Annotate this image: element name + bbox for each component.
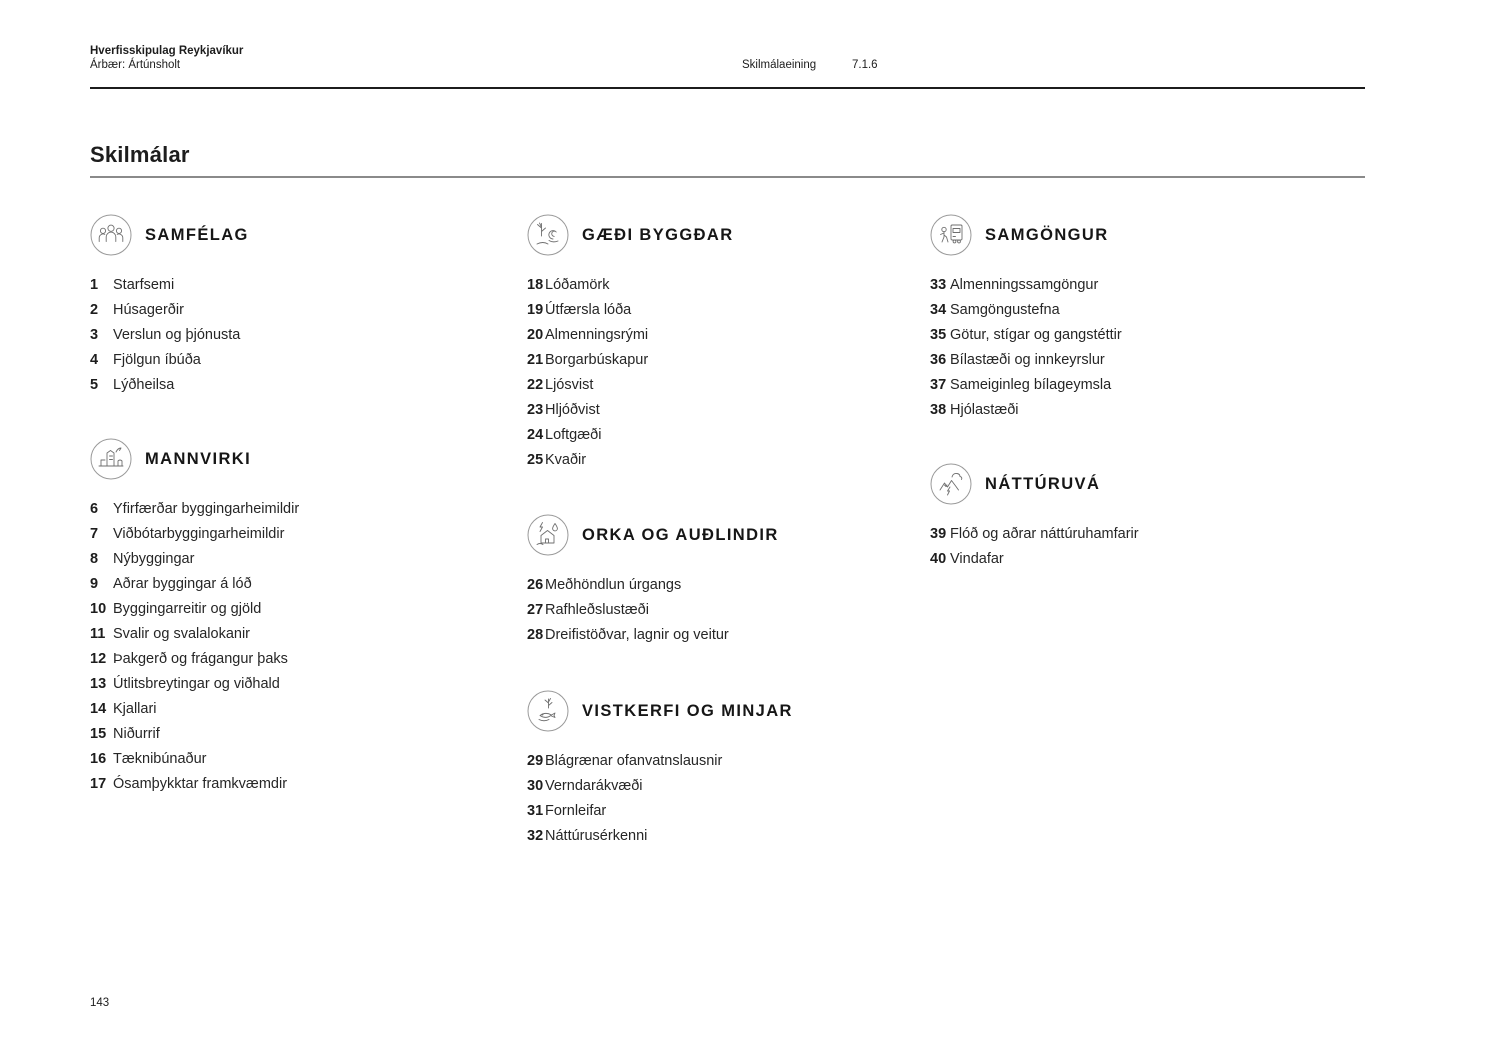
list-item — [90, 647, 510, 672]
section-header — [527, 690, 947, 732]
item-number: 13 — [90, 676, 107, 692]
list-item — [90, 772, 510, 797]
item-number: 4 — [90, 352, 99, 368]
item-label: Flóð og aðrar náttúruhamfarir — [950, 526, 1139, 542]
item-number: 5 — [90, 377, 99, 393]
item-label: Niðurrif — [113, 726, 160, 742]
item-label: Meðhöndlun úrgangs — [545, 577, 682, 593]
item-label: Húsagerðir — [113, 302, 184, 318]
list-item — [527, 598, 947, 623]
section-list — [527, 749, 947, 849]
item-label: Samgöngustefna — [950, 302, 1060, 318]
item-number: 37 — [930, 377, 947, 393]
item-number: 1 — [90, 277, 99, 293]
item-number: 16 — [90, 751, 107, 767]
item-label: Yfirfærðar byggingarheimildir — [113, 501, 300, 517]
section-header — [527, 514, 947, 556]
list-item — [90, 622, 510, 647]
item-number: 35 — [930, 327, 947, 343]
section-header — [930, 214, 1350, 256]
item-number: 26 — [527, 577, 544, 593]
item-number: 9 — [90, 576, 99, 592]
item-label: Ljósvist — [545, 377, 594, 393]
section-title: GÆÐI BYGGÐAR — [582, 225, 734, 244]
item-label: Verndarákvæði — [545, 778, 643, 794]
section-samfelag — [90, 214, 510, 398]
item-label: Byggingarreitir og gjöld — [113, 601, 262, 617]
item-label: Rafhleðslustæði — [545, 602, 649, 618]
construction-icon — [90, 438, 132, 480]
item-number: 18 — [527, 277, 544, 293]
page-number: 143 — [90, 997, 110, 1009]
section-samgongur — [930, 214, 1350, 423]
section-list — [930, 522, 1350, 572]
document-identifier — [90, 44, 243, 72]
item-label: Götur, stígar og gangstéttir — [950, 327, 1122, 343]
section-list — [527, 573, 947, 648]
item-number: 6 — [90, 501, 99, 517]
list-item — [930, 398, 1350, 423]
item-number: 20 — [527, 327, 544, 343]
item-label: Fjölgun íbúða — [113, 352, 201, 368]
list-item — [527, 323, 947, 348]
list-item — [527, 273, 947, 298]
section-header — [930, 463, 1350, 505]
item-number: 19 — [527, 302, 544, 318]
item-number: 8 — [90, 551, 99, 567]
item-number: 29 — [527, 753, 544, 769]
item-number: 12 — [90, 651, 107, 667]
people-icon — [90, 214, 132, 256]
list-item — [930, 298, 1350, 323]
item-number: 33 — [930, 277, 947, 293]
list-item — [90, 273, 510, 298]
item-number: 27 — [527, 602, 544, 618]
list-item — [527, 423, 947, 448]
item-number: 15 — [90, 726, 107, 742]
document-subtitle: Árbær: Ártúnsholt — [90, 59, 181, 71]
item-label: Svalir og svalalokanir — [113, 626, 251, 642]
item-label: Aðrar byggingar á lóð — [113, 576, 252, 592]
item-number: 31 — [527, 803, 544, 819]
list-item — [90, 572, 510, 597]
item-label: Hljóðvist — [545, 402, 600, 418]
house-energy-icon — [527, 514, 569, 556]
list-item — [527, 398, 947, 423]
item-label: Verslun og þjónusta — [113, 327, 241, 343]
section-list — [90, 497, 510, 797]
list-item — [90, 298, 510, 323]
section-list — [527, 273, 947, 473]
header-divider — [90, 87, 1365, 89]
item-number: 23 — [527, 402, 544, 418]
item-label: Hjólastæði — [950, 402, 1019, 418]
section-title: SAMGÖNGUR — [985, 225, 1109, 244]
list-item — [90, 597, 510, 622]
section-title: VISTKERFI OG MINJAR — [582, 701, 793, 720]
item-label: Kvaðir — [545, 452, 587, 468]
item-number: 25 — [527, 452, 544, 468]
meta-value: 7.1.6 — [852, 59, 878, 71]
item-label: Tæknibúnaður — [113, 751, 207, 767]
section-header — [90, 438, 510, 480]
item-label: Loftgæði — [545, 427, 602, 443]
item-label: Sameiginleg bílageymsla — [950, 377, 1112, 393]
list-item — [90, 497, 510, 522]
item-label: Almenningsrými — [545, 327, 649, 343]
item-number: 28 — [527, 627, 544, 643]
item-number: 40 — [930, 551, 947, 567]
item-number: 24 — [527, 427, 544, 443]
item-number: 32 — [527, 828, 544, 844]
item-number: 38 — [930, 402, 947, 418]
item-label: Viðbótarbyggingarheimildir — [113, 526, 285, 542]
section-title: MANNVIRKI — [145, 449, 252, 468]
list-item — [90, 547, 510, 572]
meta-label: Skilmálaeining — [742, 59, 817, 71]
tree-snail-icon — [527, 214, 569, 256]
section-list — [90, 273, 510, 398]
list-item — [930, 373, 1350, 398]
section-natturuva — [930, 463, 1350, 572]
list-item — [930, 522, 1350, 547]
item-label: Útlitsbreytingar og viðhald — [113, 676, 280, 692]
list-item — [930, 273, 1350, 298]
list-item — [90, 722, 510, 747]
item-label: Starfsemi — [113, 277, 175, 293]
mountain-lightning-icon — [930, 463, 972, 505]
item-label: Kjallari — [113, 701, 157, 717]
item-label: Vindafar — [950, 551, 1004, 567]
section-list — [930, 273, 1350, 423]
list-item — [930, 323, 1350, 348]
item-label: Borgarbúskapur — [545, 352, 649, 368]
item-number: 22 — [527, 377, 544, 393]
section-title: ORKA OG AUÐLINDIR — [582, 525, 779, 544]
list-item — [527, 799, 947, 824]
list-item — [90, 522, 510, 547]
item-number: 14 — [90, 701, 107, 717]
item-number: 2 — [90, 302, 99, 318]
item-number: 10 — [90, 601, 107, 617]
section-header — [90, 214, 510, 256]
list-item — [527, 373, 947, 398]
item-number: 34 — [930, 302, 947, 318]
item-number: 30 — [527, 778, 544, 794]
title-divider — [90, 176, 1365, 178]
item-number: 11 — [90, 626, 106, 642]
section-orka — [527, 514, 947, 648]
list-item — [527, 348, 947, 373]
item-number: 3 — [90, 327, 99, 343]
list-item — [527, 749, 947, 774]
bus-icon — [930, 214, 972, 256]
list-item — [930, 547, 1350, 572]
section-mannvirki — [90, 438, 510, 797]
list-item — [527, 573, 947, 598]
item-number: 17 — [90, 776, 107, 792]
section-header — [527, 214, 947, 256]
list-item — [90, 747, 510, 772]
section-title: NÁTTÚRUVÁ — [985, 474, 1101, 493]
list-item — [90, 697, 510, 722]
list-item — [930, 348, 1350, 373]
list-item — [527, 824, 947, 849]
item-number: 21 — [527, 352, 544, 368]
section-vistkerfi — [527, 690, 947, 849]
document-title: Hverfisskipulag Reykjavíkur — [90, 45, 244, 57]
item-label: Þakgerð og frágangur þaks — [113, 651, 288, 667]
item-label: Dreifistöðvar, lagnir og veitur — [545, 627, 729, 643]
item-number: 7 — [90, 526, 99, 542]
list-item — [527, 298, 947, 323]
item-label: Lýðheilsa — [113, 377, 175, 393]
item-number: 36 — [930, 352, 947, 368]
item-number: 39 — [930, 526, 947, 542]
list-item — [527, 448, 947, 473]
list-item — [90, 373, 510, 398]
list-item — [90, 672, 510, 697]
item-label: Almenningssamgöngur — [950, 277, 1099, 293]
item-label: Lóðamörk — [545, 277, 610, 293]
section-title: SAMFÉLAG — [145, 225, 249, 244]
item-label: Blágrænar ofanvatnslausnir — [545, 753, 723, 769]
section-gaedi-byggdar — [527, 214, 947, 473]
tree-fish-icon — [527, 690, 569, 732]
item-label: Fornleifar — [545, 803, 607, 819]
item-label: Bílastæði og innkeyrslur — [950, 352, 1105, 368]
list-item — [90, 348, 510, 373]
list-item — [527, 774, 947, 799]
item-label: Nýbyggingar — [113, 551, 195, 567]
list-item — [90, 323, 510, 348]
item-label: Ósamþykktar framkvæmdir — [113, 776, 288, 792]
page-title: Skilmálar — [90, 142, 190, 167]
list-item — [527, 623, 947, 648]
item-label: Útfærsla lóða — [545, 302, 632, 318]
item-label: Náttúrusérkenni — [545, 828, 648, 844]
